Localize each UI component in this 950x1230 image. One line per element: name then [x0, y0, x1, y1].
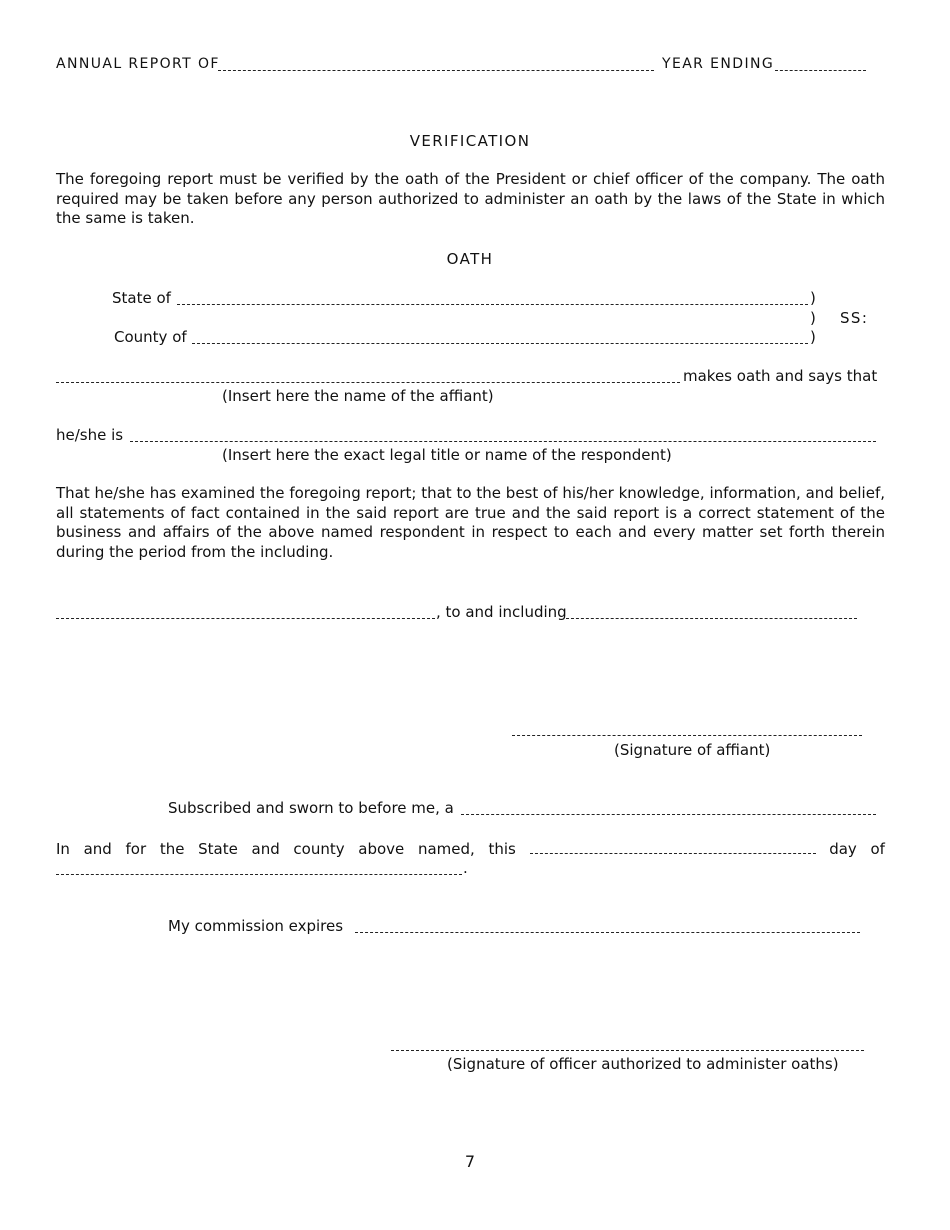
bracket-bottom: ) — [810, 328, 816, 346]
respondent-hint: (Insert here the exact legal title or name of the respondent) — [222, 446, 672, 464]
period-to-field[interactable] — [566, 618, 857, 619]
annual-report-company-field[interactable] — [218, 70, 654, 71]
affiant-name-field[interactable] — [56, 382, 680, 383]
commission-expires-field[interactable] — [355, 932, 860, 933]
page-number: 7 — [464, 1152, 476, 1171]
word: the — [159, 840, 185, 858]
notary-title-field[interactable] — [461, 814, 876, 815]
word: above — [358, 840, 405, 858]
bracket-middle: ) — [810, 309, 816, 327]
verification-title: VERIFICATION — [409, 132, 531, 150]
annual-report-label: ANNUAL REPORT OF — [56, 56, 220, 72]
heshe-is-label: he/she is — [56, 426, 124, 444]
oath-statement: That he/she has examined the foregoing report; that to the best of his/her knowledge, information, and belief, all statements of fact contained in the said report are true and the said report is a correct statement of the business and affairs of the above named respondent in respect to each and every matter set forth therein during the period from the including. — [56, 484, 885, 561]
word: named, — [417, 840, 475, 858]
word: day — [829, 840, 857, 858]
signature-officer-label: (Signature of officer authorized to administer oaths) — [447, 1055, 839, 1073]
verification-text: The foregoing report must be verified by the oath of the President or chief officer of the company. The oath required may be taken before any person authorized to administer an oath by the laws of the State in which the same is taken. — [56, 170, 885, 227]
word: county — [293, 840, 345, 858]
word: In — [56, 840, 70, 858]
makes-oath-label: makes oath and says that — [683, 367, 878, 385]
word: and — [83, 840, 112, 858]
day-field[interactable] — [530, 838, 816, 854]
period-from-field[interactable] — [56, 618, 435, 619]
word: and — [251, 840, 280, 858]
word: this — [488, 840, 516, 858]
ss-label: SS: — [840, 309, 869, 327]
subscribed-label: Subscribed and sworn to before me, a — [168, 799, 454, 817]
year-ending-field[interactable] — [775, 70, 866, 71]
officer-signature-line[interactable] — [391, 1050, 864, 1051]
oath-title: OATH — [446, 250, 494, 268]
signature-affiant-label: (Signature of affiant) — [614, 741, 771, 759]
year-ending-label: YEAR ENDING — [662, 56, 775, 72]
county-of-label: County of — [114, 328, 187, 346]
to-and-including-label: , to and including — [436, 603, 567, 621]
word: for — [125, 840, 147, 858]
county-of-field[interactable] — [192, 343, 808, 344]
word: State — [198, 840, 238, 858]
notary-date-line — [56, 838, 885, 859]
affiant-hint: (Insert here the name of the affiant) — [222, 387, 494, 405]
word: of — [870, 840, 885, 858]
bracket-top: ) — [810, 289, 816, 307]
respondent-title-field[interactable] — [130, 441, 876, 442]
commission-expires-label: My commission expires — [168, 917, 344, 935]
period-mark: . — [463, 859, 468, 877]
affiant-signature-line[interactable] — [512, 735, 862, 736]
state-of-field[interactable] — [177, 304, 808, 305]
month-year-field[interactable] — [56, 874, 462, 875]
state-of-label: State of — [112, 289, 171, 307]
